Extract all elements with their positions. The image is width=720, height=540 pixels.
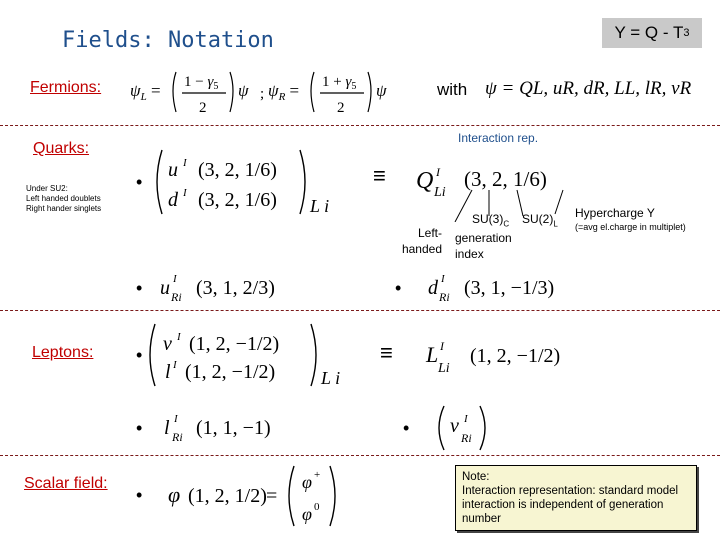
lepton-doublet-sub: L i bbox=[321, 368, 341, 388]
generation-line: generation bbox=[455, 231, 512, 245]
under-su2-note bbox=[26, 184, 101, 214]
hypercharge-relation-box bbox=[602, 18, 702, 48]
fermions-label: Fermions: bbox=[30, 79, 102, 96]
leptons-label: Leptons: bbox=[32, 344, 94, 361]
svg-text:ψR =: $\psi_R$ = bbox=[268, 81, 300, 103]
bullet-nu-R: • bbox=[403, 418, 410, 438]
bullet-d-R: • bbox=[395, 278, 402, 298]
under-su2-line: Left handed doublets bbox=[26, 194, 101, 203]
u-R-sub: Ri bbox=[171, 290, 182, 304]
l-R-symbol: l bbox=[164, 417, 170, 439]
L-rep: (1, 2, −1/2) bbox=[470, 345, 561, 367]
nu-R-field bbox=[436, 404, 492, 452]
phi-top-sup: + bbox=[314, 469, 321, 481]
phi-symbol: φ bbox=[168, 482, 181, 507]
u-R-rep: (3, 1, 2/3) bbox=[196, 277, 275, 299]
d-R-field bbox=[426, 268, 576, 304]
u-R-symbol: u bbox=[160, 277, 170, 299]
generation-line: index bbox=[455, 247, 484, 261]
quarks-label: Quarks: bbox=[33, 140, 90, 157]
phi-top: φ bbox=[302, 472, 312, 492]
Q-symbol: Q bbox=[416, 168, 434, 194]
lepton-doublet-bottom-symbol: l bbox=[165, 361, 171, 383]
svg-text:I: I bbox=[174, 413, 178, 425]
hypercharge-note: (=avg el.charge in multiplet) bbox=[575, 222, 686, 232]
su3-label bbox=[472, 212, 509, 228]
scalar-label: Scalar field: bbox=[24, 475, 108, 492]
l-R-sub: Ri bbox=[172, 430, 183, 444]
l-R-field bbox=[162, 408, 292, 444]
svg-text:ψ: ψ bbox=[238, 81, 249, 100]
phi-bottom: φ bbox=[302, 504, 312, 524]
lepton-doublet bbox=[145, 320, 365, 390]
su2-sub: L bbox=[553, 219, 558, 229]
with-label: with bbox=[437, 80, 468, 99]
d-R-sub: Ri bbox=[439, 290, 450, 304]
page-title: Fields: Notation bbox=[62, 28, 274, 53]
bullet-u-R: • bbox=[136, 278, 143, 298]
phi-rep: (1, 2, 1/2) bbox=[188, 485, 267, 507]
quark-doublet-top-rep: (3, 2, 1/6) bbox=[198, 159, 277, 181]
bullet-scalar: • bbox=[136, 485, 143, 505]
svg-text:I: I bbox=[440, 339, 444, 353]
su3-text: SU(3) bbox=[472, 212, 504, 226]
bullet-l-R: • bbox=[136, 418, 143, 438]
svg-text:I: I bbox=[441, 273, 445, 285]
under-su2-line: Right hander singlets bbox=[26, 204, 102, 213]
left-handed-line: Left- bbox=[417, 226, 442, 240]
svg-text:I: I bbox=[183, 157, 187, 169]
Q-rep: (3, 2, 1/6) bbox=[464, 167, 547, 191]
su3-sub: C bbox=[503, 219, 510, 229]
quark-equiv: ≡ bbox=[373, 163, 386, 188]
nu-R-symbol: ν bbox=[450, 415, 459, 437]
quark-doublet-bottom-symbol: d bbox=[168, 189, 178, 211]
svg-text:I: I bbox=[464, 413, 468, 425]
svg-text:1 − γ5: $1 - \gamma_5$ bbox=[184, 74, 219, 92]
lepton-doublet-top-symbol: ν bbox=[163, 333, 172, 355]
bullet-quark-doublet: • bbox=[136, 172, 143, 192]
L-sub: Li bbox=[438, 361, 450, 376]
note-line: number bbox=[462, 513, 501, 525]
svg-text:I: I bbox=[173, 359, 177, 371]
svg-text:2: 2 bbox=[199, 100, 207, 116]
su2-label bbox=[522, 212, 558, 228]
divider-3 bbox=[0, 455, 720, 456]
l-R-rep: (1, 1, −1) bbox=[196, 417, 271, 439]
phi-equals: = bbox=[266, 485, 278, 507]
svg-text:I: I bbox=[173, 273, 177, 285]
left-handed-line: handed bbox=[401, 242, 442, 256]
hypercharge-relation-sub: 3 bbox=[683, 27, 690, 39]
fermion-projectors bbox=[128, 64, 408, 120]
bullet-lepton-doublet: • bbox=[136, 345, 143, 365]
lepton-L-field bbox=[422, 334, 592, 378]
under-su2-line: Under SU2: bbox=[26, 184, 68, 193]
Q-sub: Li bbox=[434, 185, 446, 200]
svg-text:ψ: ψ bbox=[376, 81, 387, 100]
divider-2 bbox=[0, 310, 720, 311]
note-box bbox=[455, 465, 697, 531]
L-symbol: L bbox=[426, 342, 439, 367]
psi-field-list: ψ = QL, uR, dR, LL, lR, νR bbox=[485, 78, 692, 99]
u-R-field bbox=[158, 268, 308, 304]
fermion-separator: ; bbox=[260, 86, 265, 102]
svg-text:ψL =: $\psi_L$ = bbox=[130, 81, 161, 103]
d-R-rep: (3, 1, −1/3) bbox=[464, 277, 555, 299]
svg-text:I: I bbox=[177, 331, 181, 343]
lepton-doublet-bottom-rep: (1, 2, −1/2) bbox=[185, 361, 276, 383]
note-line: Interaction representation: standard model bbox=[462, 485, 679, 497]
scalar-field bbox=[166, 460, 356, 532]
svg-text:I: I bbox=[183, 187, 187, 199]
su2-text: SU(2) bbox=[522, 212, 554, 226]
svg-text:1 + γ5: $1 + \gamma_5$ bbox=[322, 74, 357, 92]
quark-doublet bbox=[152, 146, 372, 218]
left-handed-label bbox=[396, 225, 442, 257]
interaction-rep-label: Interaction rep. bbox=[458, 131, 539, 145]
quark-doublet-sub: L i bbox=[310, 196, 330, 216]
quark-doublet-bottom-rep: (3, 2, 1/6) bbox=[198, 189, 277, 211]
nu-R-sub: Ri bbox=[461, 431, 472, 445]
lepton-doublet-top-rep: (1, 2, −1/2) bbox=[189, 333, 280, 355]
quark-doublet-top-symbol: u bbox=[168, 159, 178, 181]
divider-1 bbox=[0, 125, 720, 126]
svg-text:I: I bbox=[436, 165, 440, 179]
generation-index-label bbox=[455, 230, 512, 262]
hypercharge-relation: Y = Q - T bbox=[614, 23, 684, 42]
note-line: Note: bbox=[462, 471, 490, 483]
svg-text:2: 2 bbox=[337, 100, 345, 116]
lepton-equiv: ≡ bbox=[380, 340, 393, 365]
hypercharge-title: Hypercharge Y bbox=[575, 206, 655, 220]
phi-bottom-sup: 0 bbox=[314, 501, 320, 513]
note-line: interaction is independent of generation bbox=[462, 499, 664, 511]
d-R-symbol: d bbox=[428, 277, 438, 299]
